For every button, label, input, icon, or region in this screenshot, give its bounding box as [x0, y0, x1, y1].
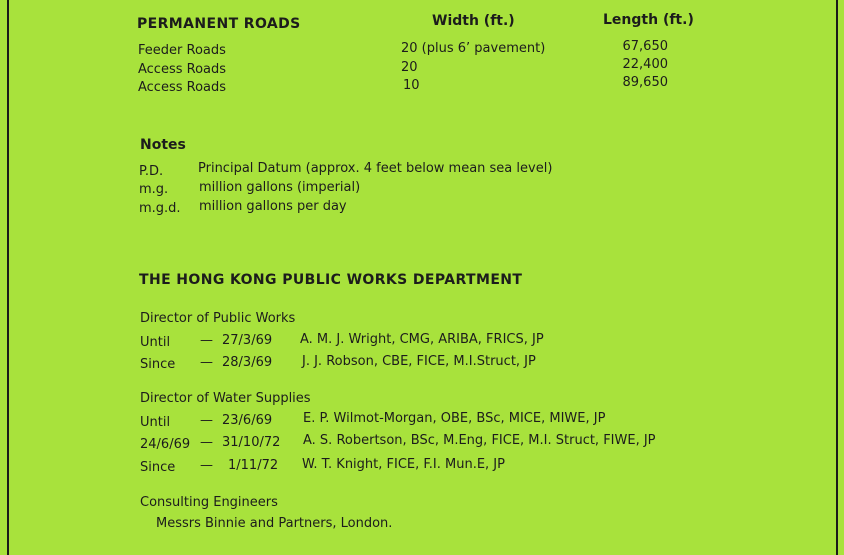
- tenure-period: Until: [140, 415, 171, 430]
- road-width: 10: [403, 78, 420, 93]
- director-name: W. T. Knight, FICE, F.I. Mun.E, JP: [302, 457, 505, 472]
- director-name: E. P. Wilmot-Morgan, OBE, BSc, MICE, MIWE, JP: [303, 411, 606, 426]
- length-header: Length (ft.): [603, 12, 694, 28]
- consulting-firm: Messrs Binnie and Partners, London.: [156, 516, 393, 531]
- road-name: Access Roads: [138, 62, 227, 77]
- director-name: A. S. Robertson, BSc, M.Eng, FICE, M.I. Struct, FIWE, JP: [303, 433, 656, 448]
- road-width: 20: [401, 60, 418, 75]
- width-header: Width (ft.): [432, 13, 515, 29]
- page-edge-left: [7, 0, 9, 555]
- water-supplies-title: Director of Water Supplies: [140, 391, 311, 406]
- tenure-dash: —: [200, 333, 213, 348]
- note-meaning: Principal Datum (approx. 4 feet below mean sea level): [198, 161, 553, 176]
- road-name: Feeder Roads: [138, 43, 226, 58]
- tenure-date: 27/3/69: [222, 333, 273, 348]
- note-meaning: million gallons (imperial): [199, 180, 361, 195]
- tenure-date: 28/3/69: [222, 355, 273, 370]
- tenure-period: Until: [140, 335, 171, 350]
- public-works-title: Director of Public Works: [140, 311, 296, 326]
- tenure-period: 24/6/69: [140, 437, 191, 452]
- road-width: 20 (plus 6’ pavement): [401, 41, 546, 56]
- tenure-date: 1/11/72: [228, 458, 279, 473]
- tenure-period: Since: [140, 460, 176, 475]
- consulting-title: Consulting Engineers: [140, 495, 278, 510]
- tenure-dash: —: [200, 355, 213, 370]
- director-name: A. M. J. Wright, CMG, ARIBA, FRICS, JP: [300, 332, 544, 347]
- roads-title: PERMANENT ROADS: [137, 16, 301, 32]
- road-name: Access Roads: [138, 80, 227, 95]
- tenure-date: 23/6/69: [222, 413, 273, 428]
- department-title: THE HONG KONG PUBLIC WORKS DEPARTMENT: [139, 272, 523, 288]
- note-abbr: P.D.: [139, 164, 164, 179]
- tenure-dash: —: [200, 458, 213, 473]
- notes-title: Notes: [140, 137, 186, 153]
- tenure-date: 31/10/72: [222, 435, 281, 450]
- director-name: J. J. Robson, CBE, FICE, M.I.Struct, JP: [302, 354, 536, 369]
- note-meaning: million gallons per day: [199, 199, 347, 214]
- note-abbr: m.g.d.: [139, 201, 181, 216]
- tenure-period: Since: [140, 357, 176, 372]
- page-edge-right: [836, 0, 838, 555]
- tenure-dash: —: [200, 435, 213, 450]
- road-length: 89,650: [622, 75, 668, 90]
- road-length: 22,400: [622, 57, 668, 72]
- tenure-dash: —: [200, 413, 213, 428]
- road-length: 67,650: [622, 39, 668, 54]
- note-abbr: m.g.: [139, 182, 169, 197]
